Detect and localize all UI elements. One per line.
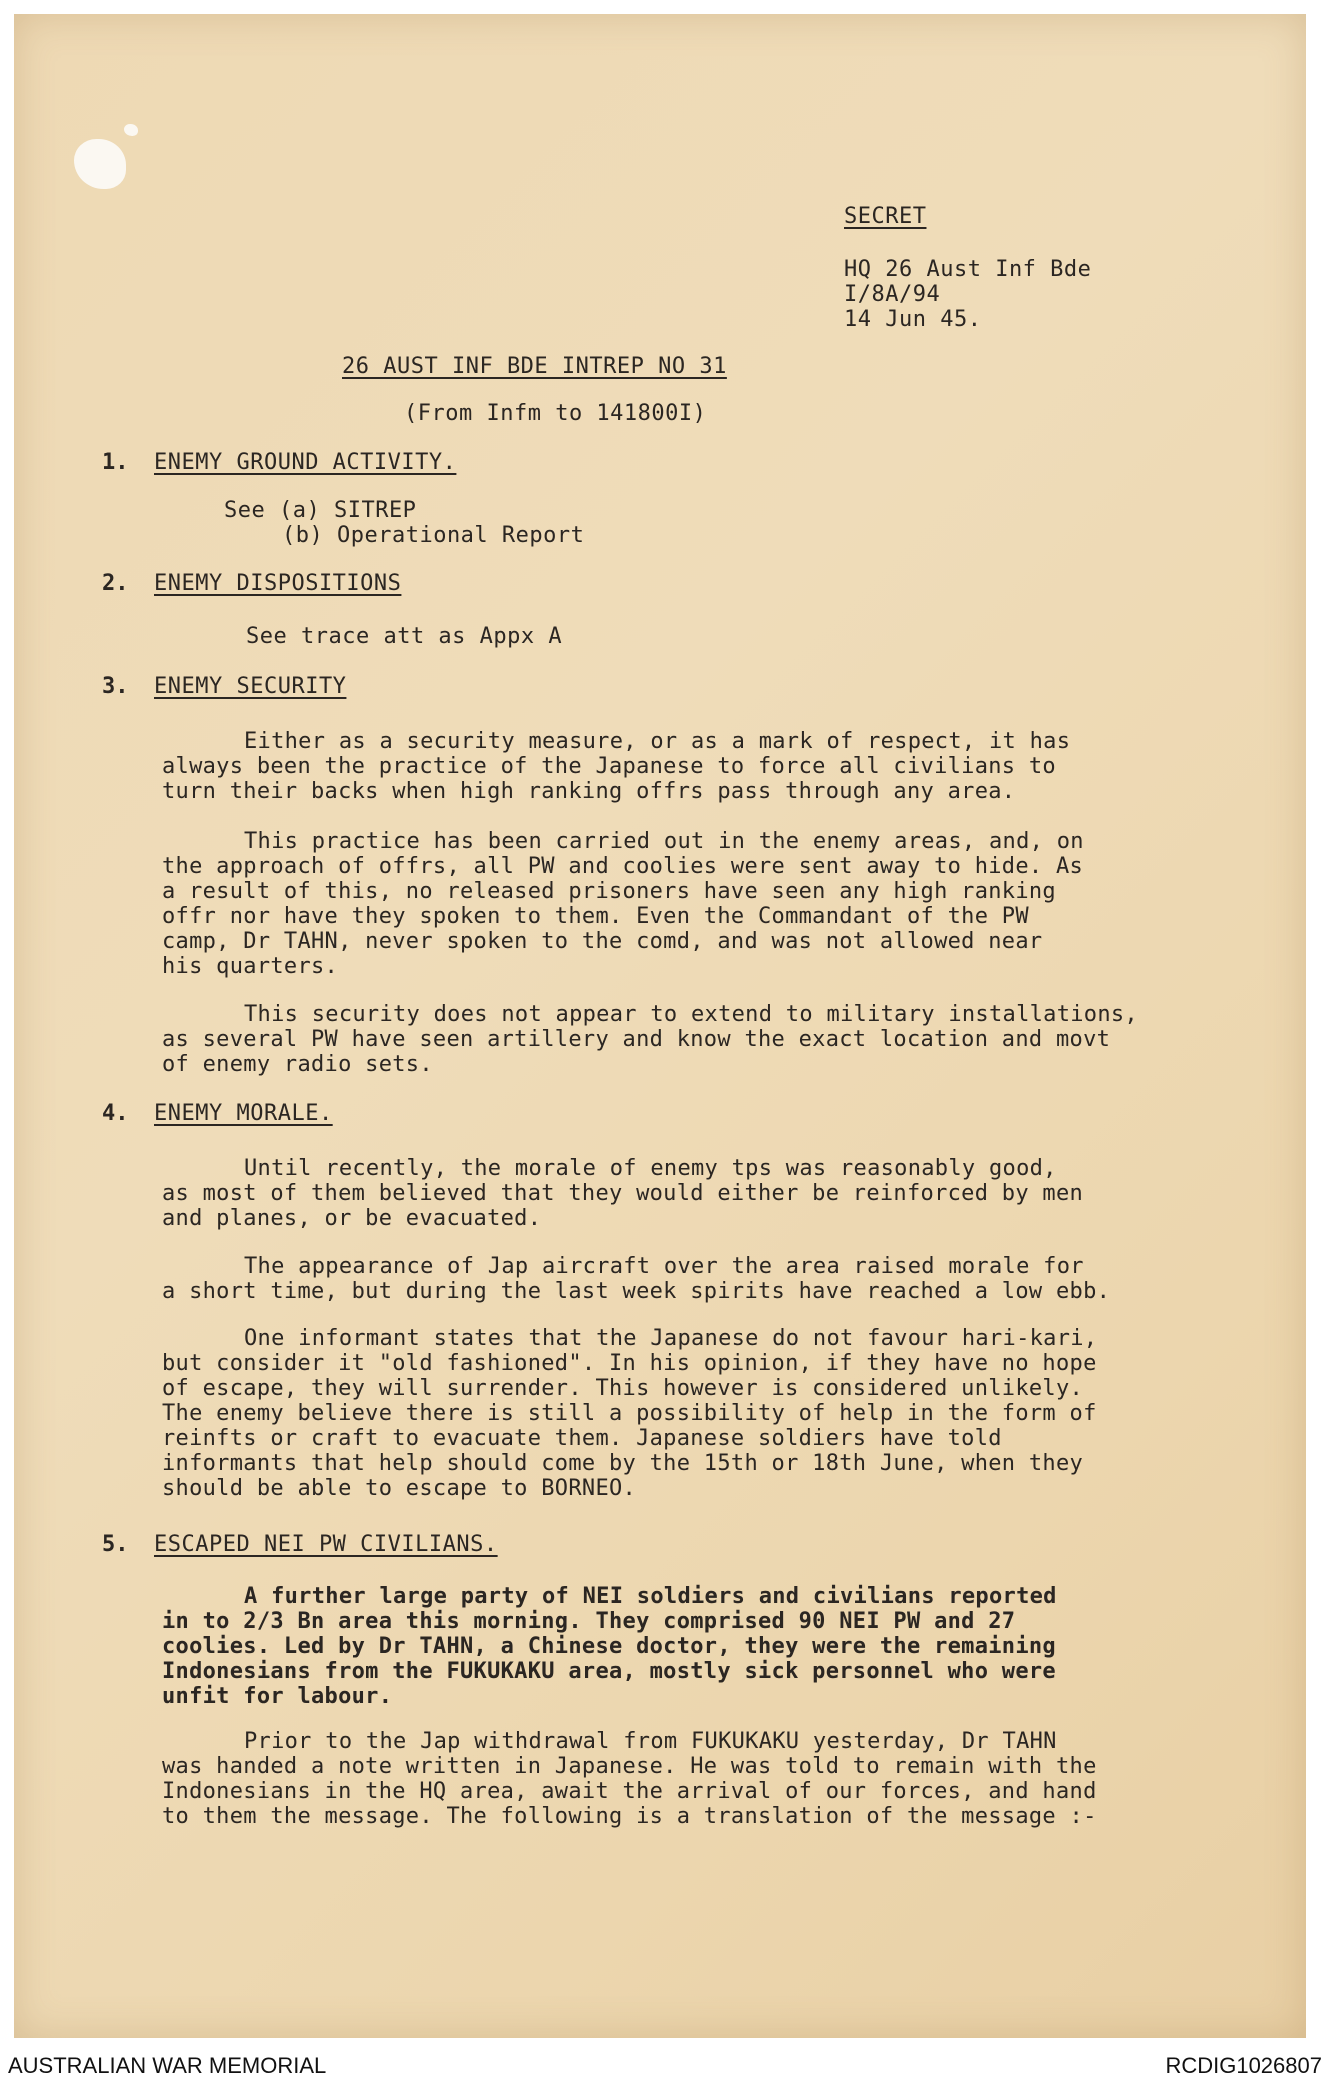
footer-item-id: RCDIG1026807: [1165, 2053, 1322, 2078]
section-3-paragraph-1: Either as a security measure, or as a mark of respect, it has always been the practice of the Japanese to force all civilians to turn their backs when high ranking offrs pass through any area.: [162, 729, 1071, 804]
date-line: 14 Jun 45.: [844, 307, 982, 332]
torn-hole-small: [124, 124, 138, 136]
section-2-number: 2.: [102, 571, 129, 596]
footer-archive-name: AUSTRALIAN WAR MEMORIAL: [8, 2053, 327, 2078]
section-1-line-b: (b) Operational Report: [282, 523, 585, 548]
section-4-paragraph-2: The appearance of Jap aircraft over the area raised morale for a short time, but during the last week spirits have reached a low ebb.: [162, 1254, 1111, 1304]
section-1-line-a: See (a) SITREP: [224, 498, 417, 523]
section-2-line: See trace att as Appx A: [246, 624, 563, 649]
section-3-heading: ENEMY SECURITY: [154, 674, 347, 699]
section-5-heading: ESCAPED NEI PW CIVILIANS.: [154, 1532, 498, 1557]
section-4-number: 4.: [102, 1101, 129, 1126]
hq-line: HQ 26 Aust Inf Bde: [844, 257, 1092, 282]
classification-label: SECRET: [844, 204, 927, 229]
report-title: 26 AUST INF BDE INTREP NO 31: [342, 354, 727, 379]
section-4-heading: ENEMY MORALE.: [154, 1101, 333, 1126]
section-3-paragraph-2: This practice has been carried out in the enemy areas, and, on the approach of offrs, all PW and coolies were sent away to hide. As a result of this, no released prisoners have seen any high ranking offr nor have they spoken to them. Even the Commandant of the PW camp, Dr TAHN, never spoken to the comd, and was not allowed near his quarters.: [162, 829, 1084, 979]
section-5-paragraph-1: A further large party of NEI soldiers and civilians reported in to 2/3 Bn area this morning. They comprised 90 NEI PW and 27 coolies. Led by Dr TAHN, a Chinese doctor, they were the remaining Indonesians from the FUKUKAKU area, mostly sick personnel who were unfit for labour.: [162, 1584, 1057, 1709]
section-5-paragraph-2: Prior to the Jap withdrawal from FUKUKAKU yesterday, Dr TAHN was handed a note written in Japanese. He was told to remain with the Indonesians in the HQ area, await the arrival of our forces, and hand to them the message. The following is a translation of the message :-: [162, 1729, 1097, 1829]
document-page: [14, 14, 1306, 2038]
torn-hole: [74, 139, 126, 189]
report-subtitle: (From Infm to 141800I): [404, 401, 707, 426]
section-4-paragraph-1: Until recently, the morale of enemy tps was reasonably good, as most of them believed that they would either be reinforced by men and planes, or be evacuated.: [162, 1156, 1084, 1231]
section-4-paragraph-3: One informant states that the Japanese do not favour hari-kari, but consider it "old fashioned". In his opinion, if they have no hope of escape, they will surrender. This however is considered unlikely. The enemy believe there is still a possibility of help in the form of reinfts or craft to evacuate them. Japanese soldiers have told informants that help should come by the 15th or 18th June, when they should be able to escape to BORNEO.: [162, 1326, 1098, 1501]
section-5-number: 5.: [102, 1532, 129, 1557]
section-1-heading: ENEMY GROUND ACTIVITY.: [154, 450, 457, 475]
section-1-number: 1.: [102, 450, 129, 475]
ref-line: I/8A/94: [844, 282, 941, 307]
section-3-number: 3.: [102, 674, 129, 699]
section-2-heading: ENEMY DISPOSITIONS: [154, 571, 402, 596]
section-3-paragraph-3: This security does not appear to extend to military installations, as several PW have seen artillery and know the exact location and movt of enemy radio sets.: [162, 1002, 1138, 1077]
